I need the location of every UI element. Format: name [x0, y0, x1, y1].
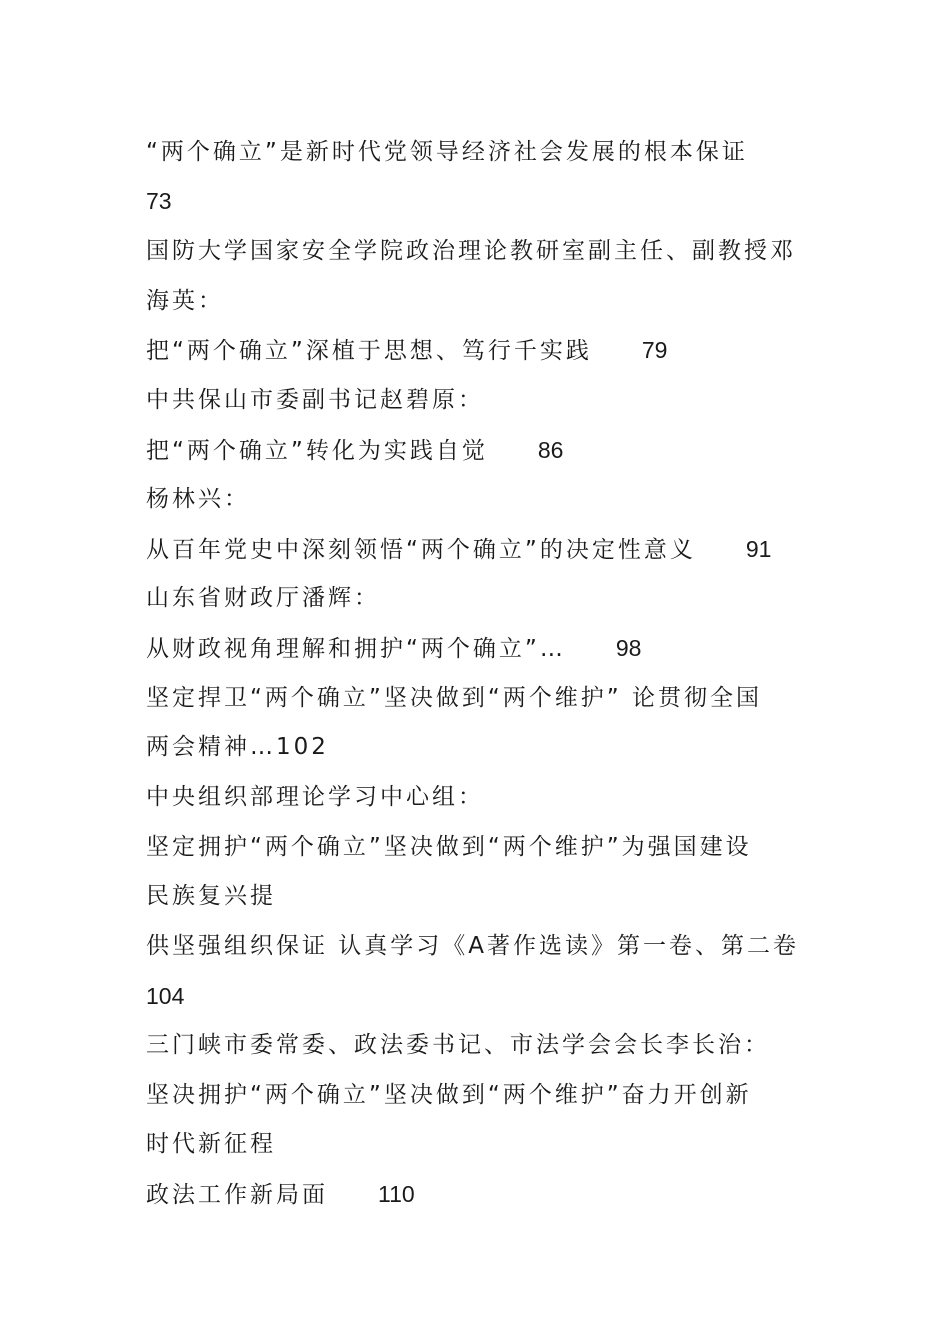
toc-page-number: 91 [745, 536, 772, 562]
toc-author-line: 海英： [146, 288, 224, 314]
toc-page-number: 104 [146, 983, 185, 1009]
toc-entry [146, 332, 816, 368]
toc-page-number: 110 [378, 1181, 415, 1207]
toc-page-number: 86 [537, 437, 564, 463]
toc-entry-title: 政法工作新局面 [146, 1182, 328, 1208]
toc-author-line: 中央组织部理论学习中心组： [146, 784, 484, 810]
toc-entry-title: 坚定拥护“两个确立”坚决做到“两个维护”为强国建设 [146, 834, 752, 860]
toc-entry [146, 432, 816, 468]
toc-entry-title: 时代新征程 [146, 1131, 276, 1157]
toc-entry-title: 把“两个确立”深植于思想、笃行千实践 [146, 338, 592, 364]
toc-author-line: 中共保山市委副书记赵碧原： [146, 387, 484, 413]
toc-entry-title: 坚定捍卫“两个确立”坚决做到“两个维护” 论贯彻全国 [146, 685, 762, 711]
toc-entry [146, 531, 816, 567]
toc-entry-title: 从百年党史中深刻领悟“两个确立”的决定性意义 [146, 537, 696, 563]
toc-entry-title: 从财政视角理解和拥护“两个确立”… [146, 636, 566, 662]
toc-entry-title: 把“两个确立”转化为实践自觉 [146, 438, 488, 464]
toc-author-line: 山东省财政厅潘辉： [146, 585, 380, 611]
toc-author-line: 国防大学国家安全学院政治理论教研室副主任、副教授邓 [146, 238, 796, 264]
toc-entry-title: 两会精神…102 [146, 734, 329, 760]
toc-author-line: 杨林兴： [146, 486, 250, 512]
toc-page-number: 79 [641, 337, 668, 363]
toc-page-number: 98 [615, 635, 642, 661]
toc-entry-title: 坚决拥护“两个确立”坚决做到“两个维护”奋力开创新 [146, 1082, 752, 1108]
toc-entry-title: 民族复兴提 [146, 883, 276, 909]
toc-entry [146, 630, 816, 666]
toc-page-number: 73 [146, 188, 172, 214]
toc-entry-title: 供坚强组织保证 认真学习《A著作选读》第一卷、第二卷 [146, 933, 800, 959]
toc-entry [146, 1176, 816, 1212]
toc-entry-title: “两个确立”是新时代党领导经济社会发展的根本保证 [146, 139, 748, 165]
toc-author-line: 三门峡市委常委、政法委书记、市法学会会长李长治： [146, 1032, 770, 1058]
